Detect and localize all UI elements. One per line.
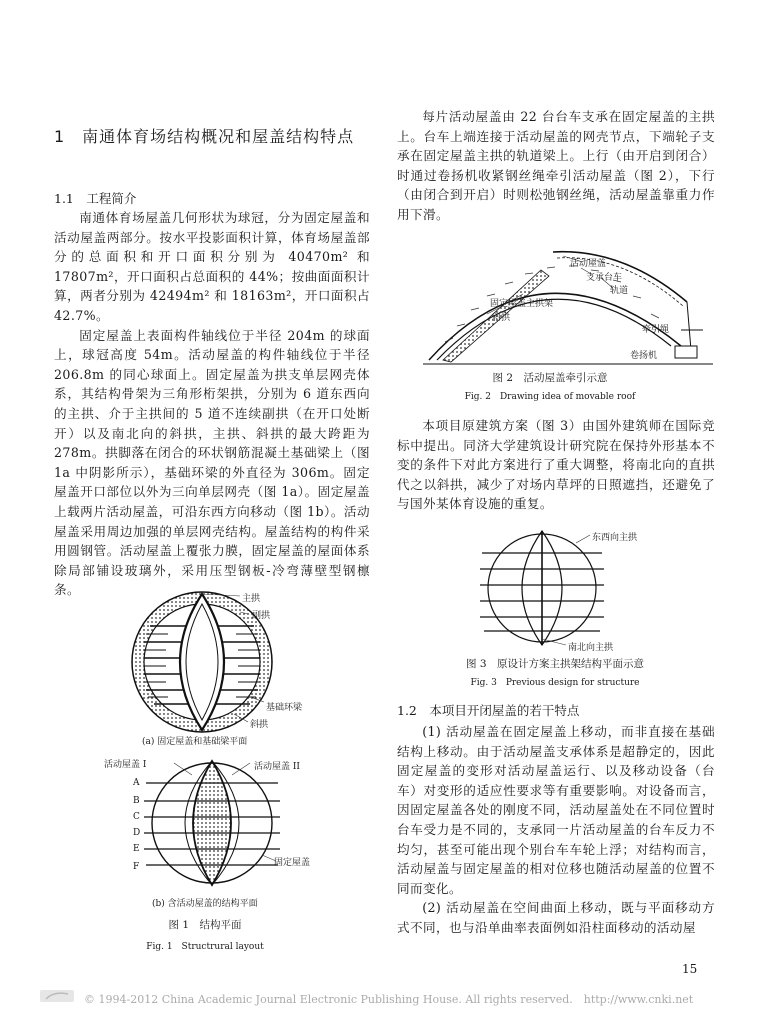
label-ns-main-arch: 南北向主拱 [568, 643, 614, 653]
label-diagonal-arch: 斜拱 [250, 720, 269, 730]
label-fixed-roof: 固定屋盖 [274, 858, 311, 868]
label-sub-arch: 副拱 [252, 611, 271, 621]
figure-1-caption: 图 1 结构平面 [168, 919, 242, 931]
label-main-arch: 主拱 [242, 594, 261, 604]
label-ew-main-arch: 东西向主拱 [592, 533, 638, 543]
paragraph: 每片活动屋盖由 22 台台车支承在固定屋盖的主拱上。台车上端连接于活动屋盖的网壳节点，下端轮子支承在固定屋盖主拱的轨道梁上。上行（由开启到闭合）时通过卷扬机收紧钢丝绳牵引活动屋盖（图 2），下行（由闭合到开启）时则松弛钢丝绳，活动屋盖靠重力作用下滑。 [397, 109, 715, 222]
figure-3-caption-en: Fig. 3 Previous design for structure [470, 678, 640, 688]
figure-2-caption-en: Fig. 2 Drawing idea of movable roof [464, 392, 636, 402]
copyright-footer: © 1994-2012 China Academic Journal Electronic Publishing House. All rights reserved. http://www.cnki.net [84, 993, 694, 1006]
row-letter: B [133, 796, 140, 806]
page-number: 15 [682, 962, 698, 976]
right-body-text-bottom [397, 722, 715, 938]
row-letter: D [133, 828, 141, 838]
figure-1b-diagram [140, 757, 300, 892]
paragraph: 本项目原建筑方案（图 3）由国外建筑师在国际竞标中提出。同济大学建筑设计研究院在保持外形基本不变的条件下对此方案进行了重大调整，将南北向的直拱代之以斜拱，减少了对场内草坪的日照遮挡，还避免了与国外某体育设施的重复。 [397, 418, 715, 512]
subsection-title-1-1: 1.1 工程简介 [54, 191, 137, 206]
label-diagonal-arch: 斜拱 [492, 313, 511, 323]
subsection-title-1-2: 1.2 本项目开闭屋盖的若干特点 [397, 703, 580, 718]
figure-2-diagram [423, 242, 713, 367]
label-movable-roof: 活动屋盖 [570, 259, 607, 269]
row-letter: E [133, 844, 140, 854]
cnki-logo-icon [40, 988, 76, 1004]
label-traction-rope: 牵引绳 [642, 325, 670, 335]
row-letter: A [133, 778, 140, 788]
figure-3-caption: 图 3 原设计方案主拱架结构平面示意 [465, 658, 645, 670]
label-winch: 卷扬机 [630, 351, 658, 361]
figure-3-diagram [478, 527, 618, 649]
left-body-text [54, 208, 370, 600]
right-body-text-mid [397, 416, 715, 514]
figure-1b-caption: (b) 含活动屋盖的结构平面 [152, 899, 258, 909]
figure-1a-caption: (a) 固定屋盖和基础梁平面 [142, 737, 248, 747]
label-support-trolley: 支承台车 [586, 273, 623, 283]
paragraph: (1) 活动屋盖在固定屋盖上移动，而非直接在基础结构上移动。由于活动屋盖支承体系是超静定的，因此固定屋盖的变形对活动屋盖运行、以及移动设备（台车）对变形的适应性要求等有重要影响。对设备而言，因固定屋盖各处的刚度不同，活动屋盖处在不同位置时台车受力是不同的，支承同一片活动屋盖的台车反力不均匀，甚至可能出现个别台车车轮上浮；对结构而言，活动屋盖与固定屋盖的相对位移也随活动屋盖的位置不同而变化。 [397, 724, 715, 896]
right-body-text-top [397, 107, 715, 225]
figure-1a-diagram [130, 588, 360, 738]
row-letter: C [133, 812, 140, 822]
paragraph: (2) 活动屋盖在空间曲面上移动，既与平面移动方式不同，也与沿单曲率表面例如沿柱面移动的活动屋 [397, 900, 715, 935]
label-fixed-main-arch: 固定屋盖主拱架 [490, 299, 554, 309]
label-track: 轨道 [610, 286, 629, 296]
label-movable-roof-2: 活动屋盖 II [254, 762, 300, 772]
figure-1-caption-en: Fig. 1 Structrural layout [146, 942, 264, 952]
row-letter: F [133, 862, 140, 872]
label-foundation-ring: 基础环梁 [266, 703, 303, 713]
figure-2-caption: 图 2 活动屋盖牵引示意 [492, 372, 608, 384]
paragraph: 南通体育场屋盖几何形状为球冠，分为固定屋盖和活动屋盖两部分。按水平投影面积计算，体育场屋盖部分的总面积和开口面积分别为 40470m² 和 17807m²，开口面积占总面积的 44%；按曲面面积计算，两者分别为 42494m² 和 18163m²，开口面积占 42.7%。 [54, 210, 370, 323]
section-title: 1 南通体育场结构概况和屋盖结构特点 [54, 127, 355, 146]
label-movable-roof-1: 活动屋盖 I [104, 760, 147, 770]
paragraph: 固定屋盖上表面构件轴线位于半径 204m 的球面上，球冠高度 54m。活动屋盖的构件轴线位于半径 206.8m 的同心球面上。固定屋盖为拱支单层网壳体系，其结构骨架为三角形桁架拱，分别为 6 道东西向的主拱、介于主拱间的 5 道不连续副拱（在开口处断开）以及南北向的斜拱，主拱、斜拱的最大跨距为 278m。拱脚落在闭合的环状钢筋混凝土基础梁上（图 1a 中阴影所示），基础环梁的外直径为 306m。固定屋盖开口部位以外为三向单层网壳（图 1a）。固定屋盖上载两片活动屋盖，可沿东西方向移动（图 1b）。活动屋盖采用周边加强的单层网壳结构。屋盖结构的构件采用圆钢管。活动屋盖上覆张力膜，固定屋盖的屋面体系除局部铺设玻璃外，采用压型钢板-冷弯薄壁型钢檩条。 [54, 327, 370, 598]
